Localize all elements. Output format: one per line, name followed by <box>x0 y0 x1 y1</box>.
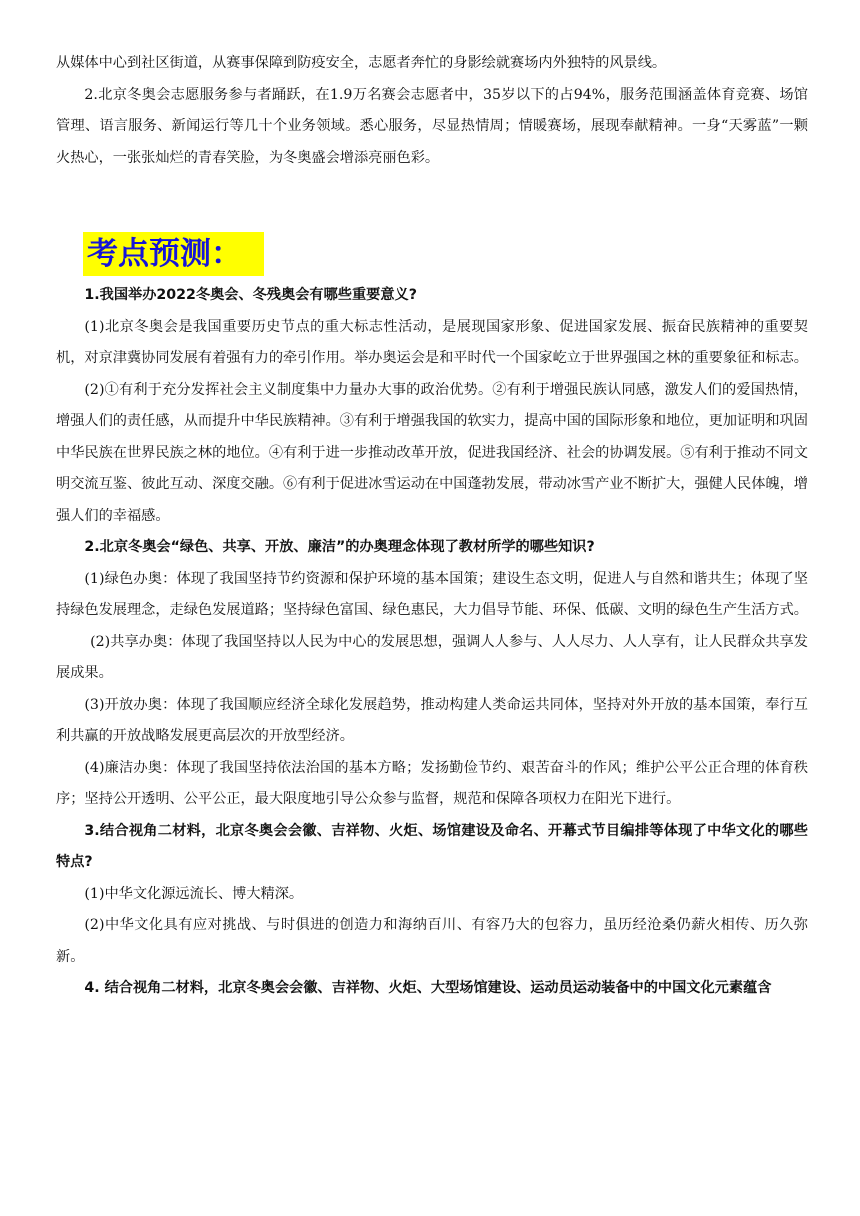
document-page <box>56 48 808 1005</box>
answer-1-2: (2)①有利于充分发挥社会主义制度集中力量办大事的政治优势。②有利于增强民族认同感，激发人们的爱国热情，增强人们的责任感，从而提升中华民族精神。③有利于增强我国的软实力，提高中国的国际形象和地位，更加证明和巩固中华民族在世界民族之林的地位。④有利于进一步推动改革开放，促进我国经济、社会的协调发展。⑤有利于推动不同文明交流互鉴、彼此互动、深度交融。⑥有利于促进冰雪运动在中国蓬勃发展，带动冰雪产业不断扩大，强健人民体魄，增强人们的幸福感。 <box>56 381 808 524</box>
heading-container <box>56 232 808 280</box>
question-1: 1.我国举办2022冬奥会、冬残奥会有哪些重要意义? <box>84 287 417 303</box>
answer-2-2: (2)共享办奥：体现了我国坚持以人民为中心的发展思想，强调人人参与、人人尽力、人人享有，让人民群众共享发展成果。 <box>56 633 808 681</box>
question-2: 2.北京冬奥会“绿色、共享、开放、廉洁”的办奥理念体现了教材所学的哪些知识? <box>84 539 595 555</box>
question-4: 4. 结合视角二材料，北京冬奥会会徽、吉祥物、火炬、大型场馆建设、运动员运动装备中的中国文化元素蕴含 <box>84 980 772 996</box>
answer-3-1: (1)中华文化源远流长、博大精深。 <box>84 885 304 902</box>
answer-2-3: (3)开放办奥：体现了我国顺应经济全球化发展趋势，推动构建人类命运共同体，坚持对外开放的基本国策，奉行互利共赢的开放战略发展更高层次的开放型经济。 <box>56 696 808 744</box>
intro-line: 从媒体中心到社区街道，从赛事保障到防疫安全，志愿者奔忙的身影绘就赛场内外独特的风景线。 <box>56 55 667 71</box>
intro-paragraph-2: 2.北京冬奥会志愿服务参与者踊跃，在1.9万名赛会志愿者中，35岁以下的占94%，服务范围涵盖体育竞赛、场馆管理、语言服务、新闻运行等几十个业务领域。悉心服务，尽显热情周；情暖赛场，展现奉献精神。一身“天雾蓝”一颗火热心，一张张灿烂的青春笑脸，为冬奥盛会增添亮丽色彩。 <box>56 86 808 166</box>
answer-2-1: (1)绿色办奥：体现了我国坚持节约资源和保护环境的基本国策；建设生态文明，促进人与自然和谐共生；体现了坚持绿色发展理念，走绿色发展道路；坚持绿色富国、绿色惠民，大力倡导节能、环保、低碳、文明的绿色生产生活方式。 <box>56 570 808 618</box>
answer-2-4: (4)廉洁办奥：体现了我国坚持依法治国的基本方略；发扬勤俭节约、艰苦奋斗的作风；维护公平公正合理的体育秩序；坚持公开透明、公平公正，最大限度地引导公众参与监督，规范和保障各项权力在阳光下进行。 <box>56 759 808 807</box>
answer-1-1: (1)北京冬奥会是我国重要历史节点的重大标志性活动，是展现国家形象、促进国家发展、振奋民族精神的重要契机，对京津冀协同发展有着强有力的牵引作用。举办奥运会是和平时代一个国家屹立于世界强国之林的重要象征和标志。 <box>56 318 808 366</box>
question-3: 3.结合视角二材料，北京冬奥会会徽、吉祥物、火炬、场馆建设及命名、开幕式节目编排等体现了中华文化的哪些特点? <box>56 822 808 870</box>
section-heading: 考点预测： <box>83 232 264 276</box>
answer-3-2: (2)中华文化具有应对挑战、与时俱进的创造力和海纳百川、有容乃大的包容力，虽历经沧桑仍薪火相传、历久弥新。 <box>56 917 808 965</box>
